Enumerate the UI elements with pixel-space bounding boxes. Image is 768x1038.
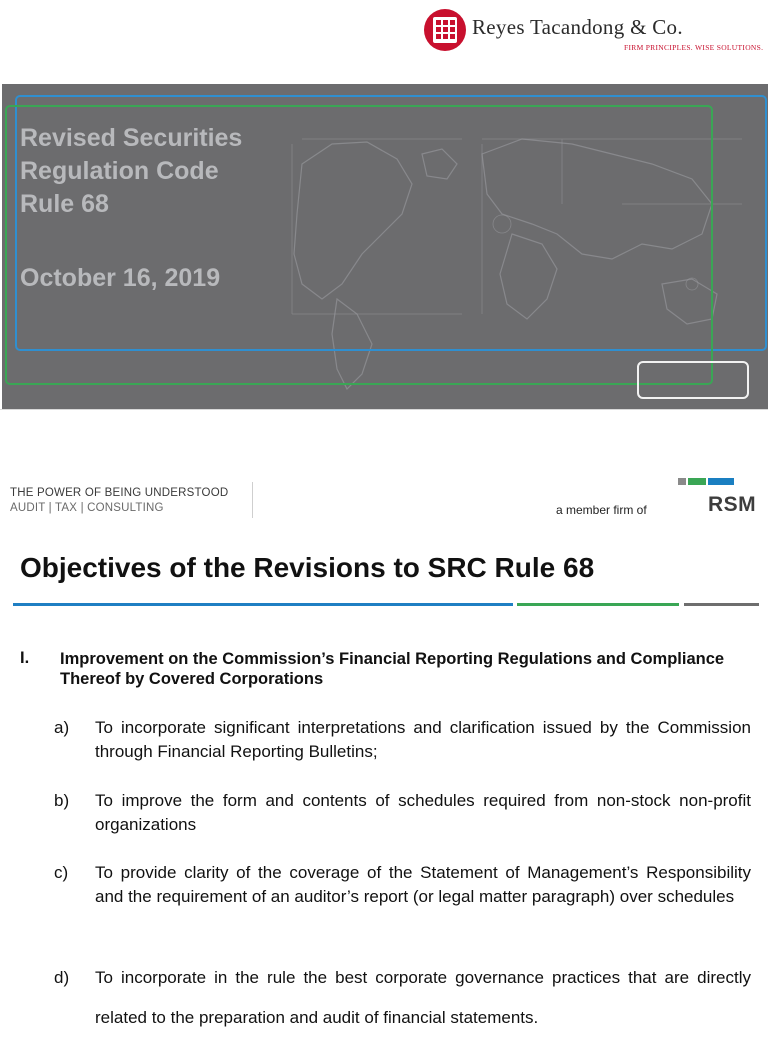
rsm-color-bars (678, 478, 734, 486)
list-item-label: a) (54, 718, 70, 737)
firm-name: Reyes Tacandong & Co. (472, 15, 683, 39)
rsm-tagline (10, 486, 228, 516)
rsm-bar-green (688, 478, 706, 485)
section-title: Improvement on the Commission’s Financial Reporting Regulations and Compliance Thereof by Covered Corporations (60, 650, 725, 688)
heading-rule-green (517, 603, 679, 606)
cover-title-line: Rule 68 (20, 190, 109, 218)
list-item-label: b) (54, 791, 70, 810)
cover-slide (2, 84, 768, 409)
firm-seal-icon (424, 9, 466, 51)
slide-heading: Objectives of the Revisions to SRC Rule 68 (20, 552, 595, 583)
tagline-line-2: AUDIT | TAX | CONSULTING (10, 502, 164, 514)
list-item-text: To incorporate significant interpretations and clarification issued by the Commission through Financial Reporting Bulletins; (95, 718, 751, 761)
cover-title-line: Regulation Code (20, 157, 219, 185)
list-item-label: d) (54, 968, 70, 987)
list-item-text: To incorporate in the rule the best corporate governance practices that are directly related to the preparation and audit of financial statements. (95, 968, 751, 1027)
heading-rule-gray (684, 603, 759, 606)
rsm-logo: RSM (708, 493, 757, 516)
rsm-bar-gray (678, 478, 686, 485)
member-firm-text: a member firm of (556, 503, 647, 517)
cover-date: October 16, 2019 (20, 264, 221, 292)
cover-title-line: Revised Securities (20, 124, 243, 152)
rsm-bar-blue (708, 478, 734, 485)
slide-divider (0, 409, 768, 410)
tagline-line-1: THE POWER OF BEING UNDERSTOOD (10, 487, 229, 499)
tagline-divider (252, 482, 253, 518)
firm-tagline: FIRM PRINCIPLES. WISE SOLUTIONS. (624, 43, 764, 52)
section-number: I. (20, 649, 30, 667)
cover-title (20, 122, 242, 221)
list-item-label: c) (54, 863, 69, 882)
firm-logo (424, 6, 764, 54)
list-item-text: To provide clarity of the coverage of the Statement of Management’s Responsibility and the requirement of an auditor’s report (or legal matter paragraph) over schedules (95, 863, 751, 906)
heading-rule-blue (13, 603, 513, 606)
list-item-text: To improve the form and contents of schedules required from non-stock non-profit organizations (95, 791, 751, 834)
